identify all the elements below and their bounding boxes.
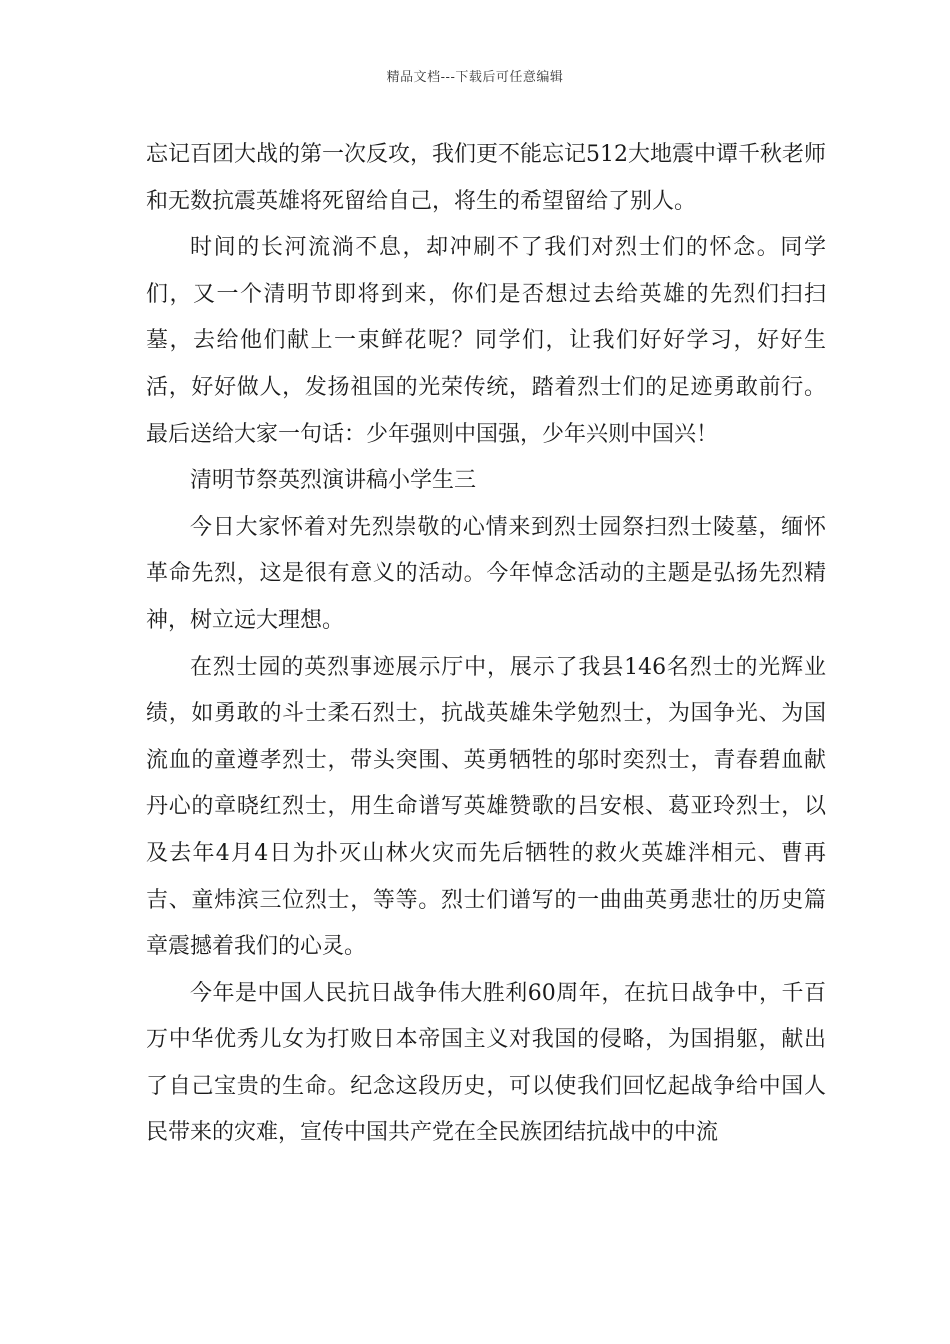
paragraph: 今年是中国人民抗日战争伟大胜利60周年，在抗日战争中，千百万中华优秀儿女为打败日本帝国主义对我国的侵略，为国捐躯，献出了自己宝贵的生命。纪念这段历史，可以使我们回忆起战争给中国人民带来的灾难，宣传中国共产党在全民族团结抗战中的中流 (146, 980, 826, 1146)
paragraph: 今日大家怀着对先烈崇敬的心情来到烈士园祭扫烈士陵墓，缅怀革命先烈，这是很有意义的活动。今年悼念活动的主题是弘扬先烈精神，树立远大理想。 (146, 514, 826, 633)
paragraph: 时间的长河流淌不息，却冲刷不了我们对烈士们的怀念。同学们，又一个清明节即将到来，你们是否想过去给英雄的先烈们扫扫墓，去给他们献上一束鲜花呢？同学们，让我们好好学习，好好生活，好好做人，发扬祖国的光荣传统，踏着烈士们的足迹勇敢前行。最后送给大家一句话：少年强则中国强，少年兴则中国兴！ (146, 235, 826, 447)
paragraph: 忘记百团大战的第一次反攻，我们更不能忘记512大地震中谭千秋老师和无数抗震英雄将死留给自己，将生的希望留给了别人。 (146, 142, 826, 214)
document-body (146, 132, 826, 1157)
page-header: 精品文档---下载后可任意编辑 (386, 70, 564, 85)
paragraph: 在烈士园的英烈事迹展示厅中，展示了我县146名烈士的光辉业绩，如勇敢的斗士柔石烈士，抗战英雄朱学勉烈士，为国争光、为国流血的童遵孝烈士，带头突围、英勇牺牲的邬时奕烈士，青春碧血献丹心的章晓红烈士，用生命谱写英雄赞歌的吕安根、葛亚玲烈士，以及去年4月4日为扑灭山林火灾而先后牺牲的救火英雄泮相元、曹再吉、童炜滨三位烈士，等等。烈士们谱写的一曲曲英勇悲壮的历史篇章震撼着我们的心灵。 (146, 654, 826, 960)
section-heading: 清明节祭英烈演讲稿小学生三 (190, 468, 477, 494)
